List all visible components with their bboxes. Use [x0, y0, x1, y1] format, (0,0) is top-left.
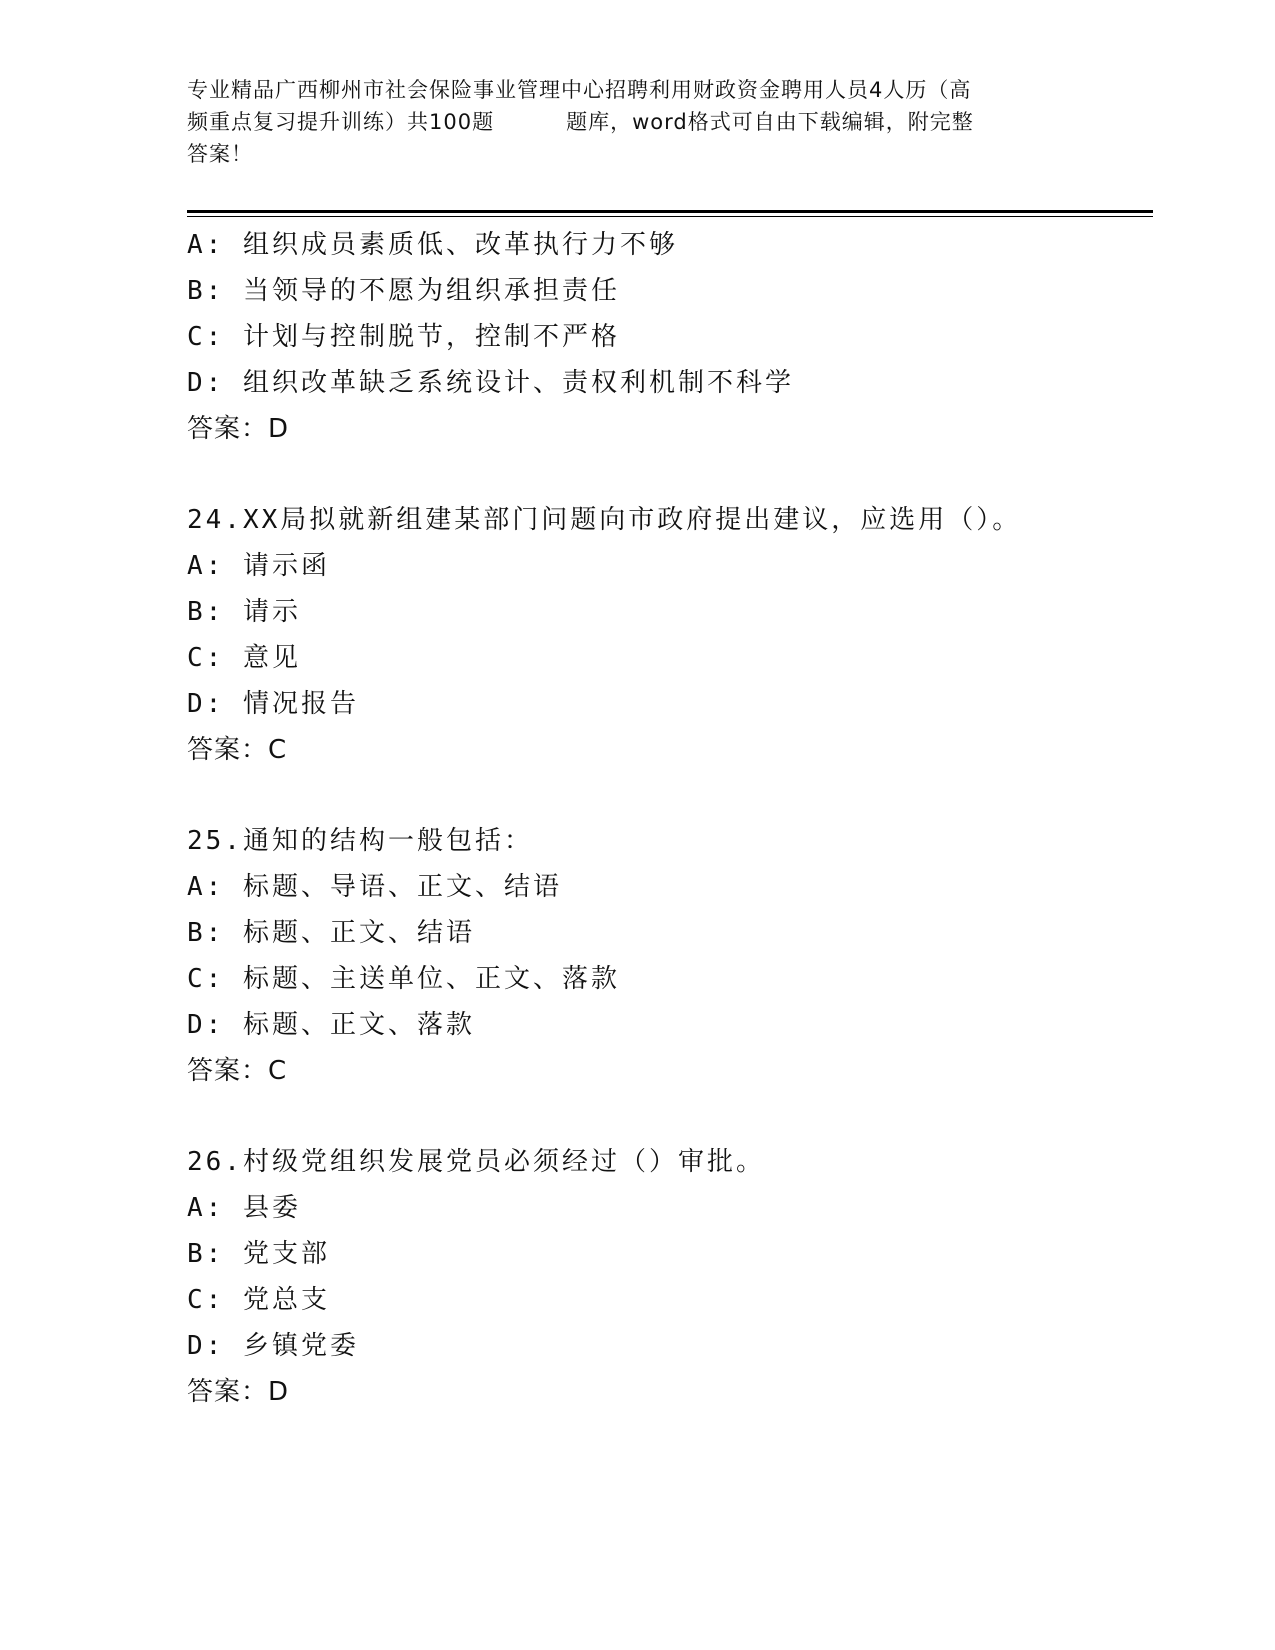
header-divider-thin [187, 216, 1153, 217]
question-block-24 [187, 497, 1147, 773]
header-line-3: 答案！ [187, 142, 253, 166]
option-c: C: 党总支 [187, 1285, 330, 1315]
answer-text: 答案：D [187, 414, 290, 444]
option-a: A: 请示函 [187, 551, 330, 581]
option-b: B: 党支部 [187, 1239, 330, 1269]
option-c: C: 意见 [187, 643, 301, 673]
option-b: B: 标题、正文、结语 [187, 918, 475, 948]
option-c: C: 计划与控制脱节，控制不严格 [187, 322, 620, 352]
answer-text: 答案：C [187, 735, 288, 765]
option-a: A: 县委 [187, 1193, 301, 1223]
question-block-23 [187, 222, 1147, 452]
option-c: C: 标题、主送单位、正文、落款 [187, 964, 620, 994]
option-d: D: 情况报告 [187, 689, 359, 719]
header-line-1: 专业精品广西柳州市社会保险事业管理中心招聘利用财政资金聘用人员4人历（高 [187, 78, 972, 102]
question-stem: 25.通知的结构一般包括： [187, 826, 533, 856]
header-divider-thick [187, 210, 1153, 213]
document-header [187, 74, 1107, 170]
option-b: B: 当领导的不愿为组织承担责任 [187, 276, 620, 306]
option-a: A: 标题、导语、正文、结语 [187, 872, 562, 902]
option-d: D: 组织改革缺乏系统设计、责权利机制不科学 [187, 368, 794, 398]
answer-text: 答案：C [187, 1056, 288, 1086]
option-b: B: 请示 [187, 597, 301, 627]
question-block-26 [187, 1139, 1147, 1415]
option-d: D: 乡镇党委 [187, 1331, 359, 1361]
answer-text: 答案：D [187, 1377, 290, 1407]
option-a: A: 组织成员素质低、改革执行力不够 [187, 230, 678, 260]
question-stem: 26.村级党组织发展党员必须经过（）审批。 [187, 1147, 765, 1177]
header-line-2-part-a: 频重点复习提升训练）共100题 [187, 110, 495, 134]
question-stem: 24.XX局拟就新组建某部门问题向市政府提出建议，应选用（）。 [187, 505, 1022, 535]
header-line-2-part-b: 题库，word格式可自由下载编辑，附完整 [566, 110, 974, 134]
header-line-2 [187, 106, 1107, 138]
question-list [187, 222, 1147, 1415]
option-d: D: 标题、正文、落款 [187, 1010, 475, 1040]
question-block-25 [187, 818, 1147, 1094]
